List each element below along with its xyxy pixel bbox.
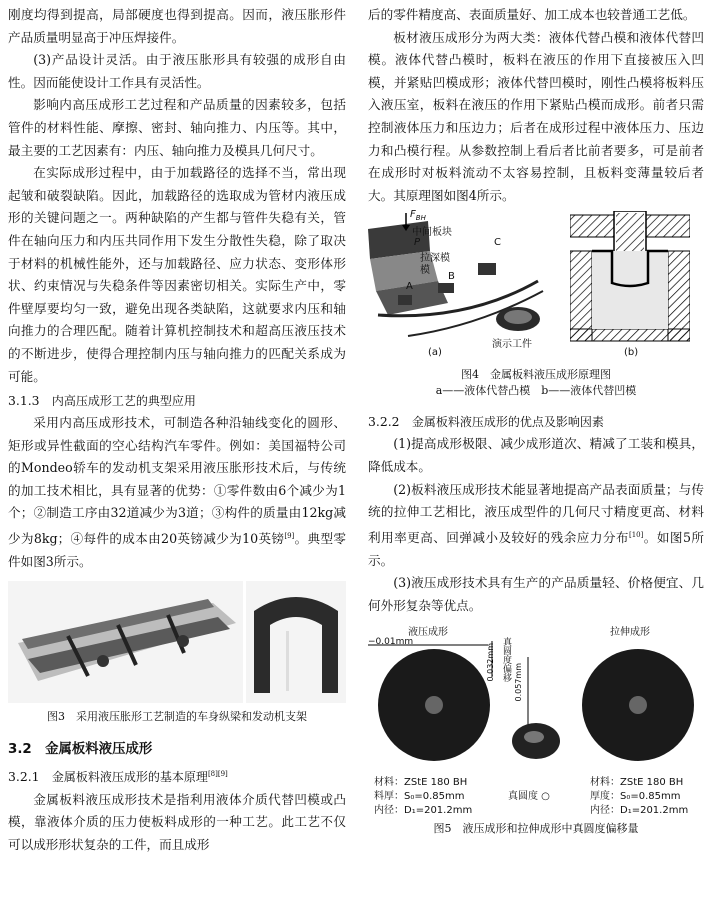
paragraph: 板材液压成形分为两大类：液体代替凸模和液体代替凹模。液体代替凸模时，板料在液压的作用下直接被压入凹模，并紧贴凹模成形；液体代替凹模时，刚性凸模将板料压入液压室，板料在液压的作用下紧贴凸模而成形。前者只需控制液体压力和压边力；后者在成形过程中液体压力、压边力和凸模行程。从参数控制上看后者比前者要多，可是前者在成形时对板料流动不太容易控制，且板料变薄量较后者大。其原理图如图4所示。 — [368, 29, 704, 203]
paragraph: (3)液压成形技术具有生产的产品质量轻、价格便宜、几何外形复杂等优点。 — [368, 575, 704, 613]
paragraph: 影响内高压成形工艺过程和产品质量的因素较多，包括管件的材料性能、摩擦、密封、轴向推力、内压等。其中，最主要的工艺因素有：内压、轴向推力及模具几何尺寸。 — [8, 97, 346, 158]
fig4-label-die2: 模 — [420, 265, 430, 277]
fig5-dia-left: 内径：D₁=201.2mm — [374, 805, 473, 817]
paragraph: (3)产品设计灵活。由于液压胀形具有较强的成形自由性。因而能使设计工作具有灵活性。 — [8, 52, 346, 90]
figure-3 — [8, 581, 346, 705]
fig4-label-fbh: $F_{BH}$ — [410, 209, 426, 223]
fig5-thick-left: 料厚：S₀=0.85mm — [374, 791, 465, 803]
fig5-mat-right: 材料：ZStE 180 BH — [590, 777, 684, 789]
engine-bracket-image — [246, 581, 346, 703]
fig4-diagram-a — [368, 211, 558, 341]
fig4-label-die: 拉深模 — [420, 253, 450, 265]
right-column — [368, 4, 704, 837]
fig5-dim3: 0.057mm — [514, 663, 523, 702]
fig5-circles — [368, 637, 704, 787]
fig5-roundness-label: 真圆度 ○ — [508, 791, 550, 803]
fig5-dim2: 0.032mm — [486, 643, 495, 682]
figure-3-caption: 图3 采用液压胀形工艺制造的车身纵梁和发动机支架 — [47, 710, 307, 724]
paragraph: (1)提高成形极限、减少成形道次、精减了工装和模具，降低成本。 — [368, 436, 704, 474]
left-column — [8, 4, 346, 856]
car-frame-image — [8, 581, 243, 703]
figure-4 — [368, 211, 704, 361]
figure-4-caption: 图4 金属板料液压成形原理图 — [461, 368, 611, 382]
fig5-mat-left: 材料：ZStE 180 BH — [374, 777, 468, 789]
section-heading-3-1-3: 3.1.3 内高压成形工艺的典型应用 — [8, 393, 196, 409]
paragraph: 在实际成形过程中，由于加载路径的选择不当，常出现起皱和破裂缺陷。因此，加载路径的选取成为管材内液压成形的关键问题之一。两种缺陷的产生都与管件失稳有关，管件在轴向压力和内压共同作用下发生分散性失稳，除了取决于材料的机械性能外，还与加载路径、应力状态、变形体形状、约束情况与失稳条件等因素密切相关。实际生产中，零件壁厚要均匀一致，避免出现各类缺陷，这就要求内压和轴向推力的合理匹配。随着计算机控制技术和超高压液压技术的不断进步，使得合理控制内压与轴向推力的匹配关系成为可能。 — [8, 165, 346, 384]
fig4-label-b: B — [448, 271, 455, 283]
fig4-label-a: A — [406, 281, 413, 293]
fig5-right-title: 拉伸成形 — [610, 627, 650, 639]
fig5-left-title: 液压成形 — [408, 627, 448, 639]
paragraph: 金属板料液压成形技术是指利用液体介质代替凹模或凸模，靠液体介质的压力使板料成形的一种工艺。此工艺不仅可以成形形状复杂的工件，而且成形 — [8, 791, 346, 852]
paragraph: 后的零件精度高、表面质量好、加工成本也较普通工艺低。 — [368, 7, 696, 22]
fig4-label-middle-plate: 中间板块 — [412, 227, 452, 239]
paragraph: 采用内高压成形技术，可制造各种沿轴线变化的圆形、矩形或异性截面的空心结构汽车零件。例如：美国福特公司的Mondeo轿车的发动机支架采用液压胀形技术后，与传统的加工技术相比，具有显著的优势：①零件数由6个减少为1个；②制造工序由32道减少为3道；③构件的质量由12kg减少为8kg；④每件的成本由20英镑减少为10英镑[9]。典型零件如图3所示。 — [8, 415, 347, 569]
fig4-label-demo: 演示工件 — [492, 339, 532, 351]
fig5-dia-right: 内径：D₁=201.2mm — [590, 805, 689, 817]
fig4-label-sub-b: (b) — [624, 347, 639, 359]
section-heading-3-2-2: 3.2.2 金属板料液压成形的优点及影响因素 — [368, 414, 604, 430]
fig4-diagram-b — [570, 211, 690, 345]
fig5-dim1: −0.01mm — [368, 637, 414, 648]
fig4-label-c: C — [494, 237, 501, 249]
section-heading-3-2: 3.2 金属板料液压成形 — [8, 742, 153, 758]
paragraph: (2)板料液压成形技术能显著地提高产品表面质量；与传统的拉伸工艺相比，液压成型件的几何尺寸精度更高、材料利用率更高、回弹减小及较好的残余应力分布[10]。如图5所示。 — [368, 481, 705, 568]
figure-4-subcaption: a——液体代替凸模 b——液体代替凹模 — [435, 384, 637, 398]
fig5-roundness-vertical: 真圆度偏移 — [501, 637, 511, 683]
fig4-label-p: P — [414, 237, 421, 249]
fig4-label-sub-a: (a) — [428, 347, 442, 359]
figure-5-caption: 图5 液压成形和拉伸成形中真圆度偏移量 — [433, 822, 639, 836]
paragraph: 刚度均得到提高，局部硬度也得到提高。因而，液压胀形件产品质量明显高于冲压焊接件。 — [8, 7, 346, 45]
figure-5 — [368, 623, 704, 819]
section-heading-3-2-1: 3.2.1 金属板料液压成形的基本原理[8][9] — [8, 769, 228, 785]
fig5-thick-right: 厚度：S₀=0.85mm — [590, 791, 681, 803]
